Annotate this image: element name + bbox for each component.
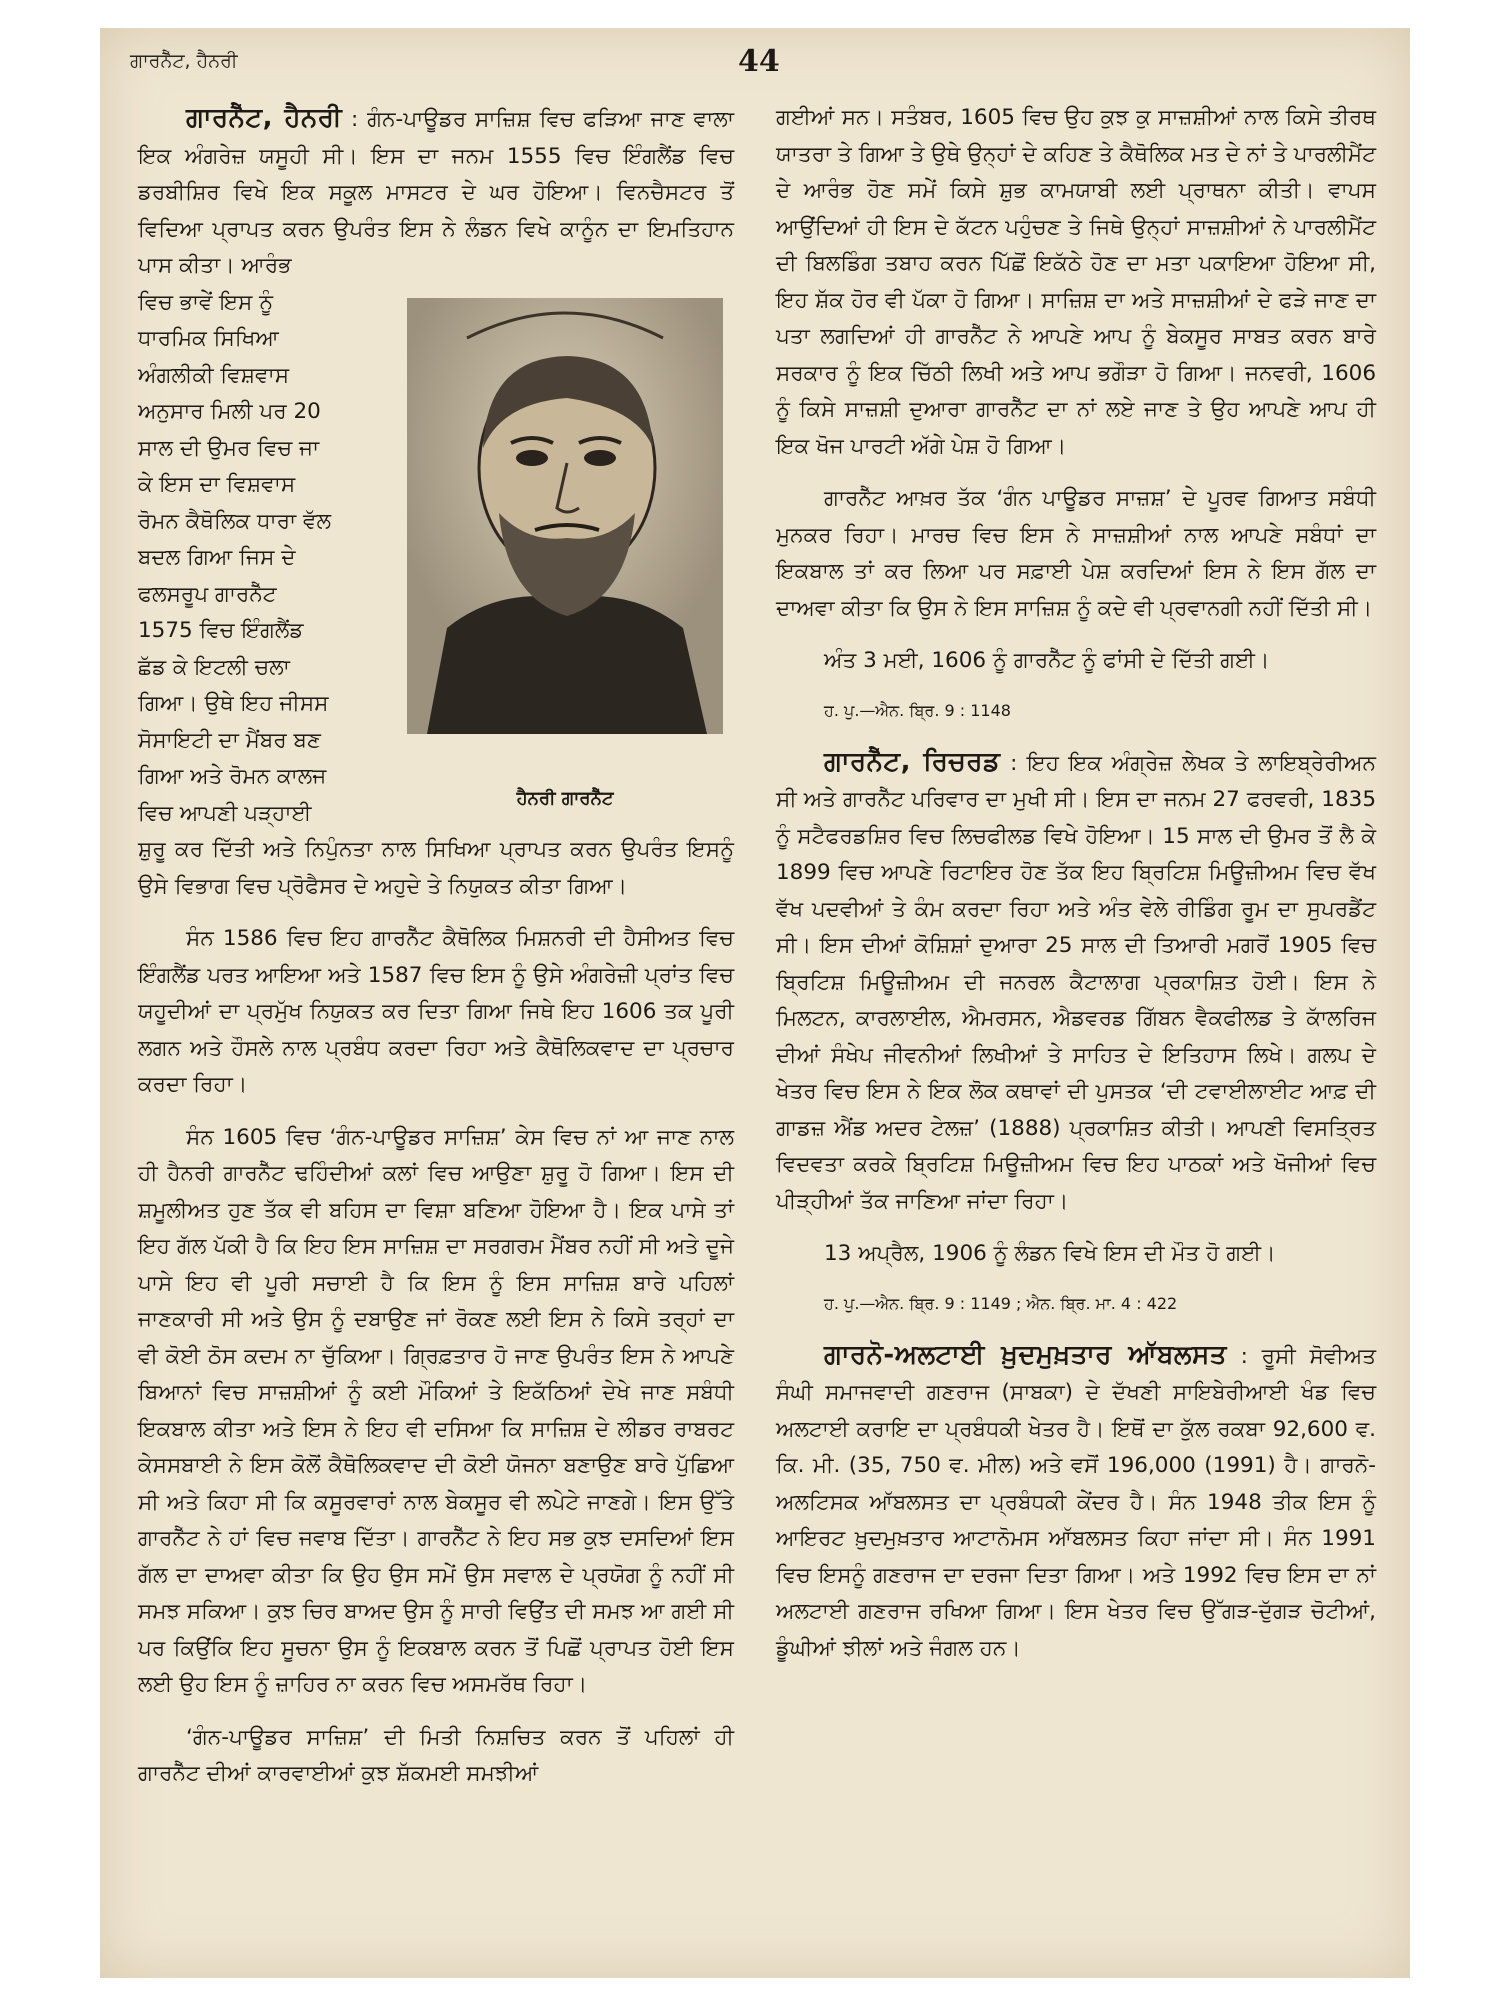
- paragraph-denial: ਗਾਰਨੈੱਟ ਆਖ਼ਰ ਤੱਕ ‘ਗੰਨ ਪਾਊਡਰ ਸਾਜ਼ਸ਼’ ਦੇ ਪੂਰਵ ਗਿਆਤ ਸਬੰਧੀ ਮੁਨਕਰ ਰਿਹਾ। ਮਾਰਚ ਵਿਚ ਇਸ ਨੇ ਸਾਜ਼ਸ਼ੀਆਂ ਨਾਲ ਆਪਣੇ ਸਬੰਧਾਂ ਦਾ ਇਕਬਾਲ ਤਾਂ ਕਰ ਲਿਆ ਪਰ ਸਫ਼ਾਈ ਪੇਸ਼ ਕਰਦਿਆਂ ਇਸ ਨੇ ਇਸ ਗੱਲ ਦਾ ਦਾਅਵਾ ਕੀਤਾ ਕਿ ਉਸ ਨੇ ਇਸ ਸਾਜ਼ਿਸ਼ ਨੂੰ ਕਦੇ ਵੀ ਪ੍ਰਵਾਨਗੀ ਨਹੀਂ ਦਿੱਤੀ ਸੀ।: [776, 486, 1376, 621]
- headword-gorno-altai: ਗਾਰਨੋ-ਅਲਟਾਈ ਖ਼ੁਦਮੁਖ਼ਤਾਰ ਆੱਬਲਸਤ: [824, 1339, 1227, 1370]
- wrap-line: ਛੱਡ ਕੇ ਇਟਲੀ ਚਲਾ: [138, 654, 290, 680]
- running-head: ਗਾਰਨੈੱਟ, ਹੈਨਰੀ: [130, 50, 238, 72]
- wrap-text-block: [138, 285, 734, 833]
- entry-gorno-altai-body: : ਰੂਸੀ ਸੋਵੀਅਤ ਸੰਘੀ ਸਮਾਜਵਾਦੀ ਗਣਰਾਜ (ਸਾਬਕਾ) ਦੇ ਦੱਖਣੀ ਸਾਇਬੇਰੀਆਈ ਖੰਡ ਵਿਚ ਅਲਟਾਈ ਕਰਾਇ ਦਾ ਪ੍ਰਬੰਧਕੀ ਖੇਤਰ ਹੈ। ਇਥੋਂ ਦਾ ਕੁੱਲ ਰਕਬਾ 92,600 ਵ. ਕਿ. ਮੀ. (35, 750 ਵ. ਮੀਲ) ਅਤੇ ਵਸੋਂ 196,000 (1991) ਹੈ। ਗਾਰਨੋ-ਅਲਟਿਸਕ ਆੱਬਲਸਤ ਦਾ ਪ੍ਰਬੰਧਕੀ ਕੇਂਦਰ ਹੈ। ਸੰਨ 1948 ਤੀਕ ਇਸ ਨੂੰ ਆਇਰਟ ਖ਼ੁਦਮੁਖ਼ਤਾਰ ਆਟਾਨੋਮਸ ਆੱਬਲਸਤ ਕਿਹਾ ਜਾਂਦਾ ਸੀ। ਸੰਨ 1991 ਵਿਚ ਇਸਨੂੰ ਗਣਰਾਜ ਦਾ ਦਰਜਾ ਦਿਤਾ ਗਿਆ। ਅਤੇ 1992 ਵਿਚ ਇਸ ਦਾ ਨਾਂ ਅਲਟਾਈ ਗਣਰਾਜ ਰਖਿਆ ਗਿਆ। ਇਸ ਖੇਤਰ ਵਿਚ ਉੱਗੜ-ਦੁੱਗੜ ਚੋਟੀਆਂ, ਡੂੰਘੀਆਂ ਝੀਲਾਂ ਅਤੇ ਜੰਗਲ ਹਨ।: [776, 1343, 1376, 1661]
- wrap-line: ਰੋਮਨ ਕੈਥੋਲਿਕ ਧਾਰਾ ਵੱਲ: [138, 508, 331, 534]
- wrap-line: ਅਨੁਸਾਰ ਮਿਲੀ ਪਰ 20: [138, 399, 321, 424]
- wrap-line: ਅੰਗਲੀਕੀ ਵਿਸ਼ਵਾਸ: [138, 362, 290, 388]
- wrap-line: ਵਿਚ ਭਾਵੇਂ ਇਸ ਨੂੰ: [138, 289, 274, 315]
- entry-henry-garnet: [138, 100, 734, 285]
- headword-henry-garnet: ਗਾਰਨੈੱਟ, ਹੈਨਰੀ: [186, 103, 343, 133]
- paragraph-death: 13 ਅਪ੍ਰੈਲ, 1906 ਨੂੰ ਲੰਡਨ ਵਿਖੇ ਇਸ ਦੀ ਮੌਤ ਹੋ ਗਈ।: [824, 1241, 1276, 1266]
- page-number: 44: [738, 44, 780, 79]
- wrap-line: ਗਿਆ। ਉਥੇ ਇਹ ਜੀਸਸ: [138, 691, 329, 716]
- entry-henry-garnet-continued: ਸ਼ੁਰੂ ਕਰ ਦਿੱਤੀ ਅਤੇ ਨਿਪੁੰਨਤਾ ਨਾਲ ਸਿਖਿਆ ਪ੍ਰਾਪਤ ਕਰਨ ਉਪਰੰਤ ਇਸਨੂੰ ਉਸੇ ਵਿਭਾਗ ਵਿਚ ਪ੍ਰੋਫੈਸਰ ਦੇ ਅਹੁਦੇ ਤੇ ਨਿਯੁਕਤ ਕੀਤਾ ਗਿਆ।: [138, 837, 734, 899]
- left-column: [138, 100, 734, 1809]
- wrap-line: ਫਲਸਰੂਪ ਗਾਰਨੈੱਟ: [138, 581, 277, 607]
- reference-richard-garnett: ਹ. ਪੁ.—ਐਨ. ਬ੍ਰਿ. 9 : 1149 ; ਐਨ. ਬ੍ਰਿ. ਮਾ. 4 : 422: [824, 1293, 1178, 1313]
- entry-henry-garnet-intro: : ਗੰਨ-ਪਾਊਡਰ ਸਾਜ਼ਿਸ਼ ਵਿਚ ਫੜਿਆ ਜਾਣ ਵਾਲਾ ਇਕ ਅੰਗਰੇਜ਼ ਯਸੂਹੀ ਸੀ। ਇਸ ਦਾ ਜਨਮ 1555 ਵਿਚ ਇੰਗਲੈਂਡ ਵਿਚ ਡਰਬੀਸ਼ਿਰ ਵਿਖੇ ਇਕ ਸਕੂਲ ਮਾਸਟਰ ਦੇ ਘਰ ਹੋਇਆ। ਵਿਨਚੈਸਟਰ ਤੋਂ ਵਿਦਿਆ ਪ੍ਰਾਪਤ ਕਰਨ ਉਪਰੰਤ ਇਸ ਨੇ ਲੰਡਨ ਵਿਖੇ ਕਾਨੂੰਨ ਦਾ ਇਮਤਿਹਾਨ ਪਾਸ ਕੀਤਾ। ਆਰੰਭ: [138, 107, 734, 278]
- wrap-line: ਬਦਲ ਗਿਆ ਜਿਸ ਦੇ: [138, 545, 296, 570]
- paragraph-plot-date: ‘ਗੰਨ-ਪਾਊਡਰ ਸਾਜ਼ਿਸ਼’ ਦੀ ਮਿਤੀ ਨਿਸ਼ਚਿਤ ਕਰਨ ਤੋਂ ਪਹਿਲਾਂ ਹੀ ਗਾਰਨੈੱਟ ਦੀਆਂ ਕਾਰਵਾਈਆਂ ਕੁਝ ਸ਼ੱਕਮਈ ਸਮਝੀਆਂ: [138, 1724, 734, 1786]
- reference-henry-garnet: ਹ. ਪੁ.—ਐਨ. ਬ੍ਰਿ. 9 : 1148: [824, 700, 1011, 720]
- paragraph-execution: ਅੰਤ 3 ਮਈ, 1606 ਨੂੰ ਗਾਰਨੈੱਟ ਨੂੰ ਫਾਂਸੀ ਦੇ ਦਿੱਤੀ ਗਈ।: [824, 648, 1270, 673]
- headword-richard-garnett: ਗਾਰਨੈੱਟ, ਰਿਚਰਡ: [824, 746, 1001, 777]
- wrap-line: ਗਿਆ ਅਤੇ ਰੋਮਨ ਕਾਲਜ: [138, 764, 327, 789]
- entry-richard-garnett-body: : ਇਹ ਇਕ ਅੰਗ੍ਰੇਜ਼ ਲੇਖਕ ਤੇ ਲਾਇਬ੍ਰੇਰੀਅਨ ਸੀ ਅਤੇ ਗਾਰਨੈੱਟ ਪਰਿਵਾਰ ਦਾ ਮੁਖੀ ਸੀ। ਇਸ ਦਾ ਜਨਮ 27 ਫਰਵਰੀ, 1835 ਨੂੰ ਸਟੈਫਰਡਸ਼ਿਰ ਵਿਚ ਲਿਚਫੀਲਡ ਵਿਖੇ ਹੋਇਆ। 15 ਸਾਲ ਦੀ ਉਮਰ ਤੋਂ ਲੈ ਕੇ 1899 ਵਿਚ ਆਪਣੇ ਰਿਟਾਇਰ ਹੋਣ ਤੱਕ ਇਹ ਬ੍ਰਿਟਿਸ਼ ਮਿਊਜ਼ੀਅਮ ਵਿਚ ਵੱਖ ਵੱਖ ਪਦਵੀਆਂ ਤੇ ਕੰਮ ਕਰਦਾ ਰਿਹਾ ਅਤੇ ਅੰਤ ਵੇਲੇ ਰੀਡਿੰਗ ਰੂਮ ਦਾ ਸੁਪਰਡੈਂਟ ਸੀ। ਇਸ ਦੀਆਂ ਕੋਸ਼ਿਸ਼ਾਂ ਦੁਆਰਾ 25 ਸਾਲ ਦੀ ਤਿਆਰੀ ਮਗਰੋਂ 1905 ਵਿਚ ਬ੍ਰਿਟਿਸ਼ ਮਿਊਜ਼ੀਅਮ ਦੀ ਜਨਰਲ ਕੈਟਾਲਾਗ ਪ੍ਰਕਾਸ਼ਿਤ ਹੋਈ। ਇਸ ਨੇ ਮਿਲਟਨ, ਕਾਰਲਾਈਲ, ਐਮਰਸਨ, ਐਡਵਰਡ ਗਿੱਬਨ ਵੈਕਫੀਲਡ ਤੇ ਕਾੱਲਰਿਜ ਦੀਆਂ ਸੰਖੇਪ ਜੀਵਨੀਆਂ ਲਿਖੀਆਂ ਤੇ ਸਾਹਿਤ ਦੇ ਇਤਿਹਾਸ ਲਿਖੇ। ਗਲਪ ਦੇ ਖੇਤਰ ਵਿਚ ਇਸ ਨੇ ਇਕ ਲੋਕ ਕਥਾਵਾਂ ਦੀ ਪੁਸਤਕ ‘ਦੀ ਟਵਾਈਲਾਈਟ ਆਫ਼ ਦੀ ਗਾਡਜ਼ ਐਂਡ ਅਦਰ ਟੇਲਜ਼’ (1888) ਪ੍ਰਕਾਸ਼ਿਤ ਕੀਤੀ। ਆਪਣੀ ਵਿਸਤ੍ਰਿਤ ਵਿਦਵਤਾ ਕਰਕੇ ਬ੍ਰਿਟਿਸ਼ ਮਿਊਜ਼ੀਅਮ ਵਿਚ ਇਹ ਪਾਠਕਾਂ ਅਤੇ ਖੋਜੀਆਂ ਵਿਚ ਪੀੜ੍ਹੀਆਂ ਤੱਕ ਜਾਣਿਆ ਜਾਂਦਾ ਰਿਹਾ।: [776, 750, 1376, 1214]
- paragraph-1605: ਸੰਨ 1605 ਵਿਚ ‘ਗੰਨ-ਪਾਊਡਰ ਸਾਜ਼ਿਸ਼’ ਕੇਸ ਵਿਚ ਨਾਂ ਆ ਜਾਣ ਨਾਲ ਹੀ ਹੈਨਰੀ ਗਾਰਨੈੱਟ ਢਹਿੰਦੀਆਂ ਕਲਾਂ ਵਿਚ ਆਉਣਾ ਸ਼ੁਰੂ ਹੋ ਗਿਆ। ਇਸ ਦੀ ਸ਼ਮੂਲੀਅਤ ਹੁਣ ਤੱਕ ਵੀ ਬਹਿਸ ਦਾ ਵਿਸ਼ਾ ਬਣਿਆ ਹੋਇਆ ਹੈ। ਇਕ ਪਾਸੇ ਤਾਂ ਇਹ ਗੱਲ ਪੱਕੀ ਹੈ ਕਿ ਇਹ ਇਸ ਸਾਜ਼ਿਸ਼ ਦਾ ਸਰਗਰਮ ਮੈਂਬਰ ਨਹੀਂ ਸੀ ਅਤੇ ਦੂਜੇ ਪਾਸੇ ਇਹ ਵੀ ਪੂਰੀ ਸਚਾਈ ਹੈ ਕਿ ਇਸ ਨੂੰ ਇਸ ਸਾਜ਼ਿਸ਼ ਬਾਰੇ ਪਹਿਲਾਂ ਜਾਣਕਾਰੀ ਸੀ ਅਤੇ ਉਸ ਨੂੰ ਦਬਾਉਣ ਜਾਂ ਰੋਕਣ ਲਈ ਇਸ ਨੇ ਕਿਸੇ ਤਰ੍ਹਾਂ ਦਾ ਵੀ ਕੋਈ ਠੋਸ ਕਦਮ ਨਾ ਚੁੱਕਿਆ। ਗ੍ਰਿਫ਼ਤਾਰ ਹੋ ਜਾਣ ਉਪਰੰਤ ਇਸ ਨੇ ਆਪਣੇ ਬਿਆਨਾਂ ਵਿਚ ਸਾਜ਼ਸ਼ੀਆਂ ਨੂੰ ਕਈ ਮੌਕਿਆਂ ਤੇ ਇਕੱਠਿਆਂ ਦੇਖੇ ਜਾਣ ਸਬੰਧੀ ਇਕਬਾਲ ਕੀਤਾ ਅਤੇ ਇਸ ਨੇ ਇਹ ਵੀ ਦਸਿਆ ਕਿ ਸਾਜ਼ਿਸ਼ ਦੇ ਲੀਡਰ ਰਾਬਰਟ ਕੇਸਸਬਾਈ ਨੇ ਇਸ ਕੋਲੋਂ ਕੈਥੋਲਿਕਵਾਦ ਦੀ ਕੋਈ ਯੋਜਨਾ ਬਣਾਉਣ ਬਾਰੇ ਪੁੱਛਿਆ ਸੀ ਅਤੇ ਕਿਹਾ ਸੀ ਕਿ ਕਸੂਰਵਾਰਾਂ ਨਾਲ ਬੇਕਸੂਰ ਵੀ ਲਪੇਟੇ ਜਾਣਗੇ। ਇਸ ਉੱਤੇ ਗਾਰਨੈੱਟ ਨੇ ਹਾਂ ਵਿਚ ਜਵਾਬ ਦਿੱਤਾ। ਗਾਰਨੈੱਟ ਨੇ ਇਹ ਸਭ ਕੁਝ ਦਸਦਿਆਂ ਇਸ ਗੱਲ ਦਾ ਦਾਅਵਾ ਕੀਤਾ ਕਿ ਉਹ ਉਸ ਸਮੇਂ ਉਸ ਸਵਾਲ ਦੇ ਪ੍ਰਯੋਗ ਨੂੰ ਨਹੀਂ ਸੀ ਸਮਝ ਸਕਿਆ। ਕੁਝ ਚਿਰ ਬਾਅਦ ਉਸ ਨੂੰ ਸਾਰੀ ਵਿਉਂਤ ਦੀ ਸਮਝ ਆ ਗਈ ਸੀ ਪਰ ਕਿਉਂਕਿ ਇਹ ਸੂਚਨਾ ਉਸ ਨੂੰ ਇਕਬਾਲ ਕਰਨ ਤੋਂ ਪਿਛੋਂ ਪ੍ਰਾਪਤ ਹੋਈ ਇਸ ਲਈ ਉਹ ਇਸ ਨੂੰ ਜ਼ਾਹਿਰ ਨਾ ਕਰਨ ਵਿਚ ਅਸਮਰੱਥ ਰਿਹਾ।: [138, 1124, 734, 1697]
- wrap-line: 1575 ਵਿਚ ਇੰਗਲੈਂਡ: [138, 618, 304, 643]
- entry-richard-garnett: [776, 744, 1376, 1221]
- wrap-line: ਕੇ ਇਸ ਦਾ ਵਿਸ਼ਵਾਸ: [138, 472, 296, 497]
- wrap-line: ਸੋਸਾਇਟੀ ਦਾ ਮੈਂਬਰ ਬਣ: [138, 727, 321, 753]
- entry-gorno-altai: [776, 1337, 1376, 1668]
- wrap-line: ਧਾਰਮਿਕ ਸਿਖਿਆ: [138, 326, 279, 351]
- portrait-caption: ਹੈਨਰੀ ਗਾਰਨੈੱਟ: [516, 788, 614, 809]
- wrap-line: ਸਾਲ ਦੀ ਉਮਰ ਵਿਚ ਜਾ: [138, 435, 320, 461]
- paragraph-1586: ਸੰਨ 1586 ਵਿਚ ਇਹ ਗਾਰਨੈੱਟ ਕੈਥੋਲਿਕ ਮਿਸ਼ਨਰੀ ਦੀ ਹੈਸੀਅਤ ਵਿਚ ਇੰਗਲੈਂਡ ਪਰਤ ਆਇਆ ਅਤੇ 1587 ਵਿਚ ਇਸ ਨੂੰ ਉਸੇ ਅੰਗਰੇਜ਼ੀ ਪ੍ਰਾਂਤ ਵਿਚ ਯਹੂਦੀਆਂ ਦਾ ਪ੍ਰਮੁੱਖ ਨਿਯੁਕਤ ਕਰ ਦਿਤਾ ਗਿਆ ਜਿਥੇ ਇਹ 1606 ਤਕ ਪੂਰੀ ਲਗਨ ਅਤੇ ਹੌਸਲੇ ਨਾਲ ਪ੍ਰਬੰਧ ਕਰਦਾ ਰਿਹਾ ਅਤੇ ਕੈਥੋਲਿਕਵਾਦ ਦਾ ਪ੍ਰਚਾਰ ਕਰਦਾ ਰਿਹਾ।: [138, 926, 734, 1097]
- right-column: [776, 100, 1376, 1683]
- paragraph-continued: ਗਈਆਂ ਸਨ। ਸਤੰਬਰ, 1605 ਵਿਚ ਉਹ ਕੁਝ ਕੁ ਸਾਜ਼ਸ਼ੀਆਂ ਨਾਲ ਕਿਸੇ ਤੀਰਥ ਯਾਤਰਾ ਤੇ ਗਿਆ ਤੇ ਉਥੇ ਉਨ੍ਹਾਂ ਦੇ ਕਹਿਣ ਤੇ ਕੈਥੋਲਿਕ ਮਤ ਦੇ ਨਾਂ ਤੇ ਪਾਰਲੀਮੈਂਟ ਦੇ ਆਰੰਭ ਹੋਣ ਸਮੇਂ ਕਿਸੇ ਸ਼ੁਭ ਕਾਮਯਾਬੀ ਲਈ ਪ੍ਰਾਥਨਾ ਕੀਤੀ। ਵਾਪਸ ਆਉਂਦਿਆਂ ਹੀ ਇਸ ਦੇ ਕੱਟਨ ਪਹੁੰਚਣ ਤੇ ਜਿਥੇ ਉਨ੍ਹਾਂ ਸਾਜ਼ਸ਼ੀਆਂ ਨੇ ਪਾਰਲੀਮੈਂਟ ਦੀ ਬਿਲਡਿੰਗ ਤਬਾਹ ਕਰਨ ਪਿੱਛੋਂ ਇਕੱਠੇ ਹੋਣ ਦਾ ਮਤਾ ਪਕਾਇਆ ਹੋਇਆ ਸੀ, ਇਹ ਸ਼ੱਕ ਹੋਰ ਵੀ ਪੱਕਾ ਹੋ ਗਿਆ। ਸਾਜ਼ਿਸ਼ ਦਾ ਅਤੇ ਸਾਜ਼ਸ਼ੀਆਂ ਦੇ ਫੜੇ ਜਾਣ ਦਾ ਪਤਾ ਲਗਦਿਆਂ ਹੀ ਗਾਰਨੈੱਟ ਨੇ ਆਪਣੇ ਆਪ ਨੂੰ ਬੇਕਸੂਰ ਸਾਬਤ ਕਰਨ ਬਾਰੇ ਸਰਕਾਰ ਨੂੰ ਇਕ ਚਿੱਠੀ ਲਿਖੀ ਅਤੇ ਆਪ ਭਗੌੜਾ ਹੋ ਗਿਆ। ਜਨਵਰੀ, 1606 ਨੂੰ ਕਿਸੇ ਸਾਜ਼ਸ਼ੀ ਦੁਆਰਾ ਗਾਰਨੈੱਟ ਦਾ ਨਾਂ ਲਏ ਜਾਣ ਤੇ ਉਹ ਆਪਣੇ ਆਪ ਹੀ ਇਕ ਖੋਜ ਪਾਰਟੀ ਅੱਗੇ ਪੇਸ਼ ਹੋ ਗਿਆ।: [776, 105, 1376, 459]
- wrap-line: ਵਿਚ ਆਪਣੀ ਪੜ੍ਹਾਈ: [138, 800, 312, 826]
